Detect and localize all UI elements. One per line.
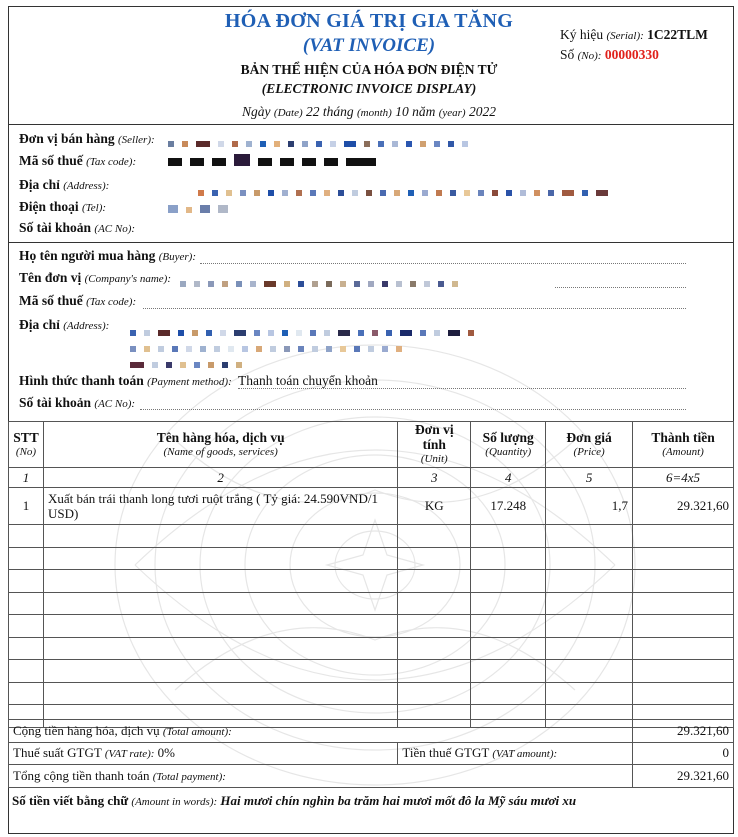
redacted-buyer-address-1 bbox=[130, 324, 482, 332]
total-payment-value: 29.321,60 bbox=[633, 765, 734, 788]
total-amount-value: 29.321,60 bbox=[633, 720, 734, 743]
empty-row bbox=[9, 592, 734, 615]
empty-row bbox=[9, 660, 734, 683]
item-unit: KG bbox=[398, 488, 471, 525]
buyer-account-label: Số tài khoản (AC No): bbox=[19, 395, 136, 410]
items-table bbox=[8, 421, 734, 728]
amount-in-words: Số tiền viết bằng chữ (Amount in words): Hai mươi chín nghìn ba trăm hai mươi mốt đô la Mỹ sáu mươi xu bbox=[12, 793, 577, 808]
invoice-title-en: (VAT INVOICE) bbox=[302, 35, 436, 56]
divider bbox=[8, 124, 734, 125]
serial-value: 1C22TLM bbox=[647, 27, 708, 42]
invoice-title: HÓA ĐƠN GIÁ TRỊ GIA TĂNG bbox=[224, 10, 514, 32]
buyer-tax-label: Mã số thuế (Tax code): bbox=[19, 293, 137, 308]
buyer-tax-line bbox=[143, 297, 686, 309]
vat-amount-label: Tiền thuế GTGT (VAT amount): bbox=[398, 742, 633, 765]
display-title: BẢN THỂ HIỆN CỦA HÓA ĐƠN ĐIỆN TỬ bbox=[240, 62, 498, 77]
empty-row bbox=[9, 682, 734, 705]
company-label: Tên đơn vị (Company's name): bbox=[19, 270, 171, 285]
col-price: Đơn giá (Price) bbox=[546, 422, 633, 468]
redacted-seller-tel bbox=[168, 201, 236, 209]
empty-row bbox=[9, 547, 734, 570]
total-payment-row bbox=[9, 765, 734, 788]
redacted-buyer-address-3 bbox=[130, 356, 250, 364]
payment-method-label: Hình thức thanh toán (Payment method): bbox=[19, 373, 232, 388]
redacted-seller-name bbox=[168, 135, 476, 143]
seller-name-label: Đơn vị bán hàng (Seller): bbox=[19, 131, 155, 146]
redacted-buyer-address-2 bbox=[130, 340, 410, 348]
vat-rate: Thuế suất GTGT (VAT rate): 0% bbox=[9, 742, 398, 765]
item-name: Xuất bán trái thanh long tươi ruột trắng ( Tỷ giá: 24.590VND/1 USD) bbox=[43, 488, 397, 525]
item-no: 1 bbox=[9, 488, 44, 525]
col-amount: Thành tiền (Amount) bbox=[633, 422, 734, 468]
total-amount-row bbox=[9, 720, 734, 743]
payment-method-value: Thanh toán chuyển khoản bbox=[238, 373, 378, 388]
payment-method-line bbox=[238, 377, 686, 389]
totals-table bbox=[8, 719, 734, 788]
col-quantity: Số lượng (Quantity) bbox=[471, 422, 546, 468]
seller-tax-label: Mã số thuế (Tax code): bbox=[19, 153, 137, 168]
item-price: 1,7 bbox=[546, 488, 633, 525]
redacted-seller-address bbox=[198, 184, 616, 192]
table-row bbox=[9, 488, 734, 525]
col-unit: Đơn vị tính (Unit) bbox=[398, 422, 471, 468]
buyer-account-line bbox=[140, 398, 686, 410]
buyer-address-label: Địa chỉ (Address): bbox=[19, 317, 110, 332]
col-no: STT (No) bbox=[9, 422, 44, 468]
item-amount: 29.321,60 bbox=[633, 488, 734, 525]
empty-row bbox=[9, 637, 734, 660]
table-header-row bbox=[9, 422, 734, 468]
seller-address-label: Địa chỉ (Address): bbox=[19, 177, 110, 192]
display-title-en: (ELECTRONIC INVOICE DISPLAY) bbox=[261, 81, 477, 96]
empty-row bbox=[9, 525, 734, 548]
seller-account-label: Số tài khoản (AC No): bbox=[19, 220, 136, 235]
redacted-seller-tax bbox=[168, 154, 384, 162]
seller-tel-label: Điện thoại (Tel): bbox=[19, 199, 107, 214]
company-line bbox=[555, 276, 686, 288]
total-payment-label: Tổng cộng tiền thanh toán (Total payment): bbox=[9, 765, 633, 788]
divider bbox=[8, 242, 734, 243]
redacted-company bbox=[180, 275, 466, 283]
invoice-number: Số (No): 00000330 bbox=[560, 47, 659, 62]
vat-amount-value: 0 bbox=[633, 742, 734, 765]
total-amount-label: Cộng tiền hàng hóa, dịch vụ (Total amount): bbox=[9, 720, 633, 743]
amount-in-words-value: Hai mươi chín nghìn ba trăm hai mươi mốt đô la Mỹ sáu mươi xu bbox=[220, 793, 577, 808]
item-quantity: 17.248 bbox=[471, 488, 546, 525]
invoice-date: Ngày (Date) 22 tháng (month) 10 năm (year) 2022 bbox=[242, 104, 496, 119]
empty-row bbox=[9, 570, 734, 593]
buyer-line bbox=[200, 252, 686, 264]
vat-row bbox=[9, 742, 734, 765]
index-row: 1 2 3 4 5 6=4x5 bbox=[9, 468, 734, 488]
buyer-label: Họ tên người mua hàng (Buyer): bbox=[19, 248, 196, 263]
serial: Ký hiệu (Serial): 1C22TLM bbox=[560, 27, 708, 42]
col-name: Tên hàng hóa, dịch vụ (Name of goods, services) bbox=[43, 422, 397, 468]
invoice-number-value: 00000330 bbox=[604, 47, 659, 62]
empty-row bbox=[9, 615, 734, 638]
